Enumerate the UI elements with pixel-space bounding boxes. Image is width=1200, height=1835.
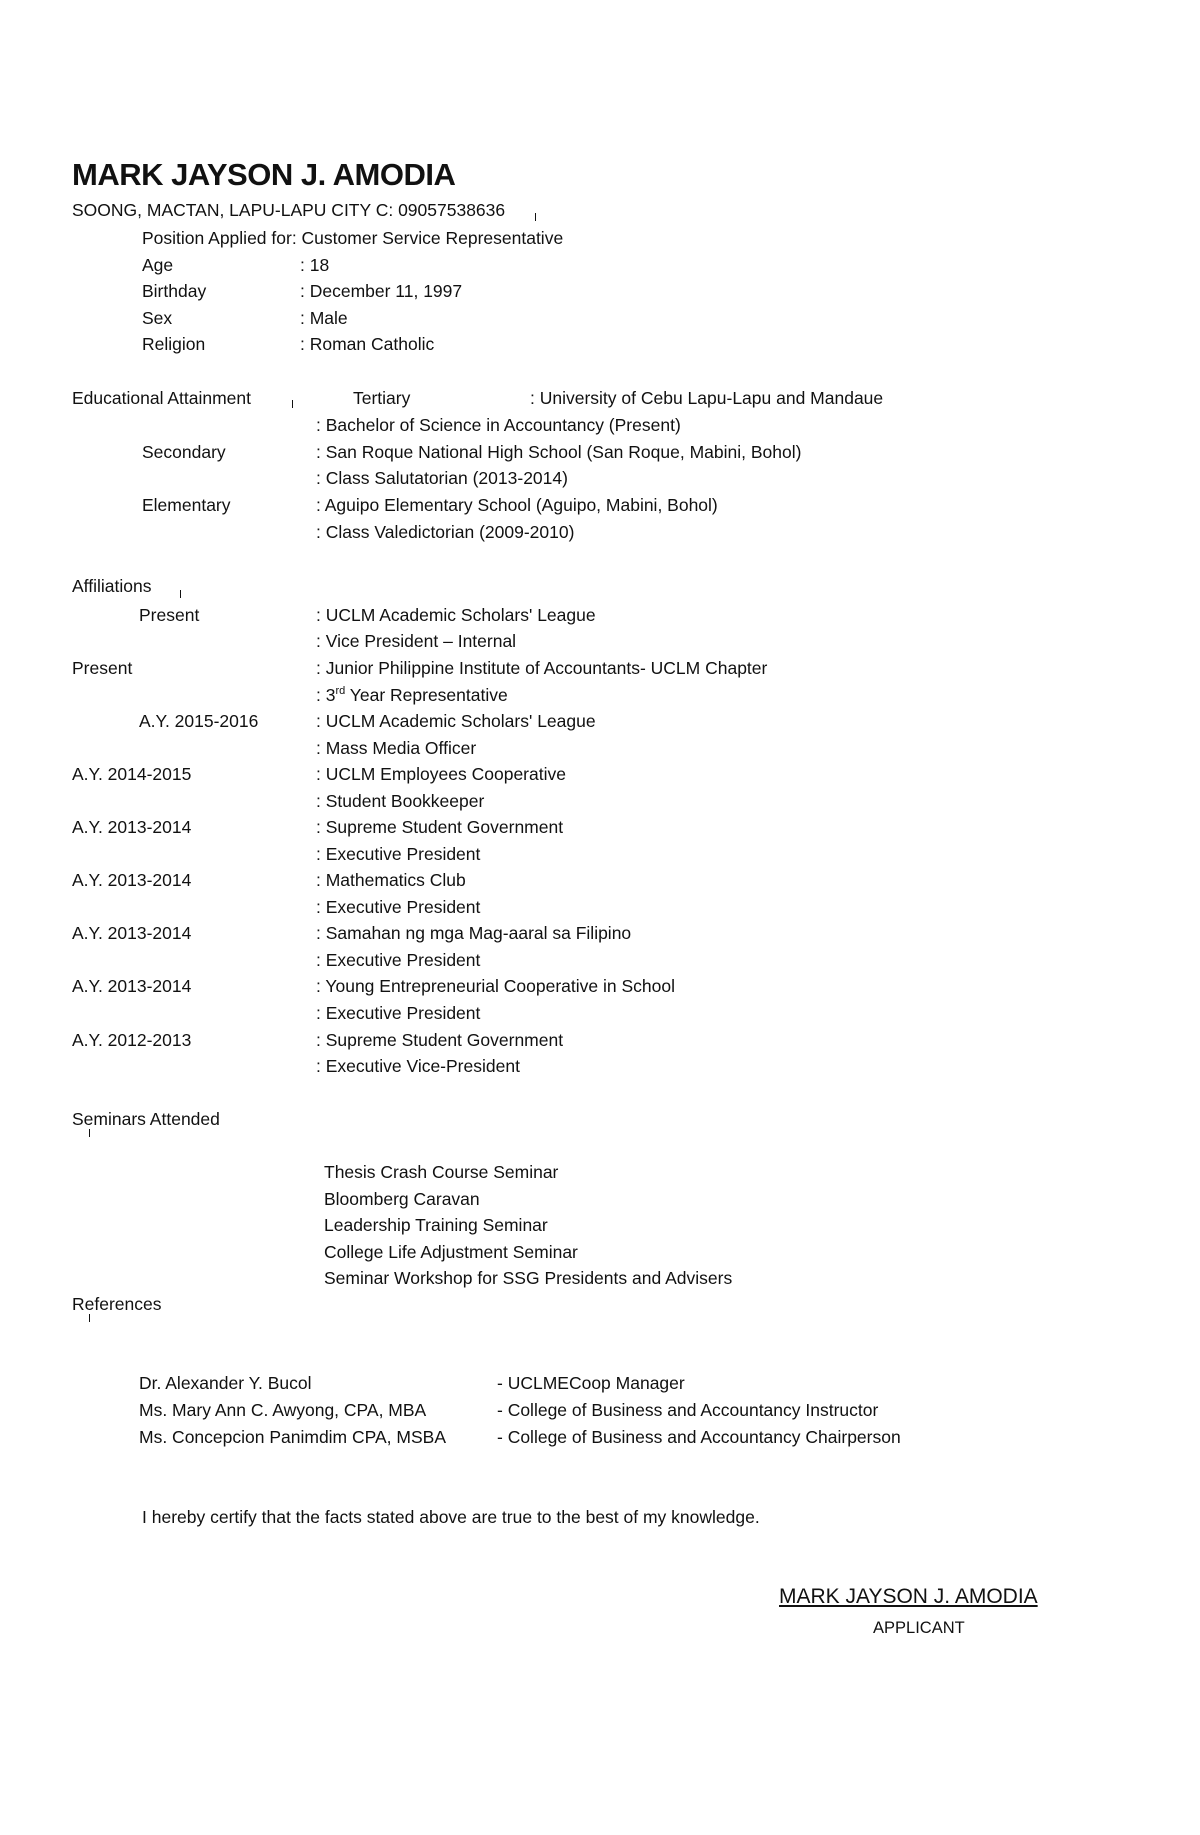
affiliation-role: : Executive President	[316, 844, 481, 864]
signature-name: MARK JAYSON J. AMODIA	[779, 1585, 1038, 1608]
affiliation-org: : Mathematics Club	[316, 870, 466, 890]
reference-title: - College of Business and Accountancy Chairperson	[497, 1427, 901, 1447]
field-label-age: Age	[142, 255, 174, 275]
reference-name: Dr. Alexander Y. Bucol	[139, 1373, 312, 1393]
tick-mark	[89, 1314, 90, 1322]
reference-title: - College of Business and Accountancy Instructor	[497, 1400, 879, 1420]
affiliation-org: : Young Entrepreneurial Cooperative in School	[316, 976, 675, 996]
field-value-sex: : Male	[300, 308, 348, 328]
affiliation-role: : Executive President	[316, 897, 481, 917]
seminars-heading: Seminars Attended	[72, 1109, 220, 1129]
tick-mark	[180, 590, 181, 598]
tick-mark	[292, 400, 293, 408]
field-label-sex: Sex	[142, 308, 173, 328]
position-applied: Position Applied for: Customer Service Representative	[142, 228, 564, 248]
affiliation-role: : Vice President – Internal	[316, 631, 517, 651]
affiliation-period: A.Y. 2015-2016	[139, 711, 259, 731]
field-label-religion: Religion	[142, 334, 206, 354]
seminar-item: Thesis Crash Course Seminar	[324, 1162, 559, 1182]
affiliation-period: Present	[72, 658, 133, 678]
reference-name: Ms. Concepcion Panimdim CPA, MSBA	[139, 1427, 447, 1447]
affiliation-role: : 3rd Year Representative	[316, 685, 508, 705]
tertiary-label: Tertiary	[353, 388, 411, 408]
reference-title: - UCLMECoop Manager	[497, 1373, 685, 1393]
affiliation-period: A.Y. 2013-2014	[72, 976, 192, 996]
elementary-award: : Class Valedictorian (2009-2010)	[316, 522, 575, 542]
tertiary-course: : Bachelor of Science in Accountancy (Present)	[316, 415, 681, 435]
affiliation-org: : Samahan ng mga Mag-aaral sa Filipino	[316, 923, 632, 943]
affiliation-period: A.Y. 2013-2014	[72, 870, 192, 890]
reference-name: Ms. Mary Ann C. Awyong, CPA, MBA	[139, 1400, 427, 1420]
field-label-birthday: Birthday	[142, 281, 207, 301]
affiliation-period: A.Y. 2013-2014	[72, 817, 192, 837]
seminar-item: College Life Adjustment Seminar	[324, 1242, 578, 1262]
affiliation-role: : Student Bookkeeper	[316, 791, 485, 811]
seminar-item: Leadership Training Seminar	[324, 1215, 548, 1235]
secondary-label: Secondary	[142, 442, 226, 462]
field-value-religion: : Roman Catholic	[300, 334, 435, 354]
education-heading: Educational Attainment	[72, 388, 252, 408]
affiliations-heading: Affiliations	[72, 576, 152, 596]
signature-role: APPLICANT	[873, 1619, 965, 1637]
tertiary-school: : University of Cebu Lapu-Lapu and Mandaue	[530, 388, 884, 408]
affiliation-period: Present	[139, 605, 200, 625]
address-contact: SOONG, MACTAN, LAPU-LAPU CITY C: 09057538636	[72, 200, 506, 220]
secondary-award: : Class Salutatorian (2013-2014)	[316, 468, 568, 488]
affiliation-role: : Executive President	[316, 950, 481, 970]
affiliation-period: A.Y. 2014-2015	[72, 764, 192, 784]
secondary-school: : San Roque National High School (San Roque, Mabini, Bohol)	[316, 442, 802, 462]
elementary-label: Elementary	[142, 495, 231, 515]
affiliation-org: : Supreme Student Government	[316, 817, 564, 837]
field-value-age: : 18	[300, 255, 330, 275]
affiliation-org: : UCLM Employees Cooperative	[316, 764, 566, 784]
affiliation-role: : Executive President	[316, 1003, 481, 1023]
affiliation-role: : Mass Media Officer	[316, 738, 477, 758]
certification-statement: I hereby certify that the facts stated above are true to the best of my knowledge.	[142, 1507, 760, 1527]
affiliation-org: : Junior Philippine Institute of Accountants- UCLM Chapter	[316, 658, 768, 678]
tick-mark	[535, 213, 536, 221]
affiliation-org: : UCLM Academic Scholars' League	[316, 711, 596, 731]
affiliation-period: A.Y. 2013-2014	[72, 923, 192, 943]
tick-mark	[89, 1129, 90, 1137]
elementary-school: : Aguipo Elementary School (Aguipo, Mabini, Bohol)	[316, 495, 718, 515]
field-value-birthday: : December 11, 1997	[300, 281, 463, 301]
references-heading: References	[72, 1294, 162, 1314]
affiliation-org: : UCLM Academic Scholars' League	[316, 605, 596, 625]
applicant-name: MARK JAYSON J. AMODIA	[72, 157, 456, 192]
affiliation-role: : Executive Vice-President	[316, 1056, 520, 1076]
seminar-item: Seminar Workshop for SSG Presidents and Advisers	[324, 1268, 733, 1288]
affiliation-org: : Supreme Student Government	[316, 1030, 564, 1050]
affiliation-period: A.Y. 2012-2013	[72, 1030, 192, 1050]
seminar-item: Bloomberg Caravan	[324, 1189, 480, 1209]
